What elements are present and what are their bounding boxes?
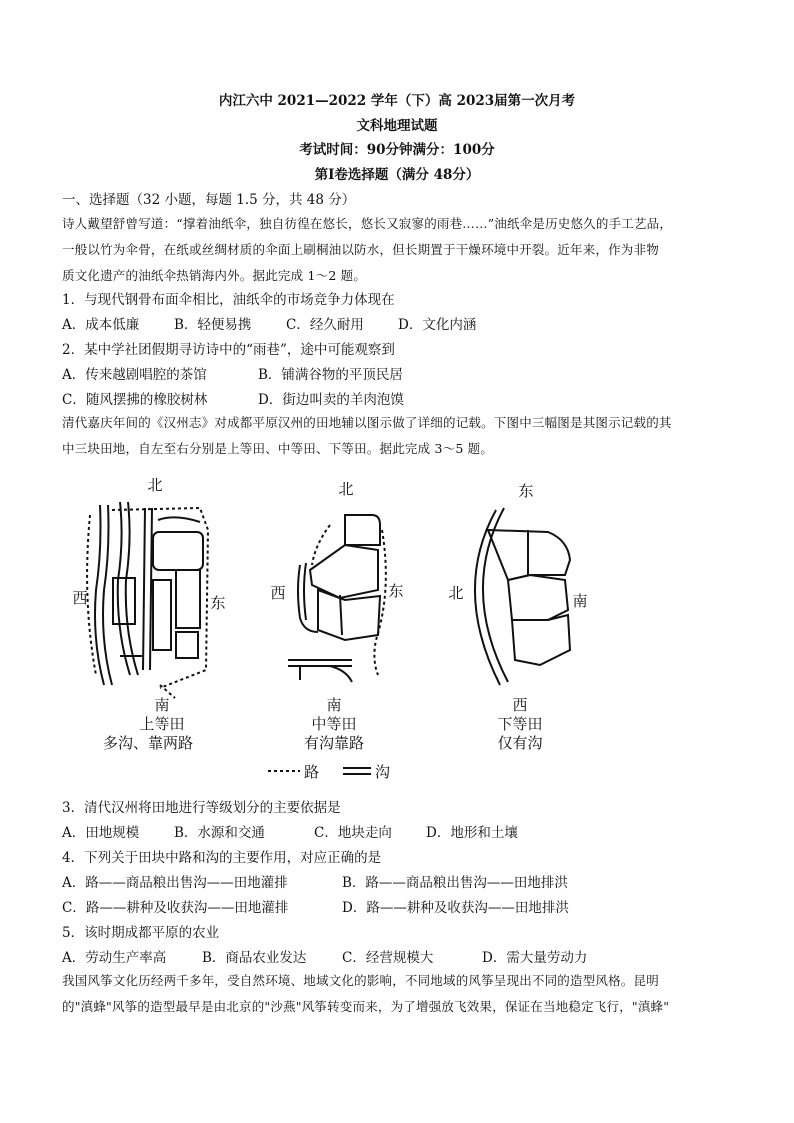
exam-time-score: 考试时间：90分钟满分：100分 [299,142,495,158]
question-4-option-c[interactable]: C．路——耕种及收获沟——田地灌排 [62,900,289,916]
passage-line: 质文化遗产的油纸伞热销海内外。据此完成 1～2 题。 [62,268,367,283]
map2-north-label: 北 [338,480,354,498]
question-3-option-d[interactable]: D．地形和土壤 [426,825,518,841]
map1-east-label: 东 [210,594,226,612]
question-2-option-a[interactable]: A．传来越剧唱腔的茶馆 [62,367,207,383]
map1-name: 上等田 [139,715,185,733]
map2-south-label: 南 [326,696,342,714]
exam-title: 内江六中 2021—2022 学年（下）高 2023届第一次月考 [218,93,576,109]
question-type-intro: 一、选择题（32 小题，每题 1.5 分，共 48 分） [62,192,356,208]
passage-line: 诗人戴望舒曾写道：“撑着油纸伞，独自彷徨在悠长，悠长又寂寥的雨巷……”油纸伞是历史悠久的手工艺品， [62,216,673,231]
question-4-option-b[interactable]: B．路——商品粮出售沟——田地排洪 [342,875,568,891]
question-5-option-b[interactable]: B．商品农业发达 [202,950,307,966]
question-5-stem: 5．该时期成都平原的农业 [62,925,220,941]
question-1-option-b[interactable]: B．轻便易携 [174,317,252,333]
lower-field-map [475,508,570,685]
question-5-option-d[interactable]: D．需大量劳动力 [482,950,588,966]
road-legend-label: 路 [304,763,320,781]
passage-line: 我国风筝文化历经两千多年，受自然环境、地域文化的影响，不同地域的风筝呈现出不同的造型风格。昆明 [62,973,659,988]
map3-top-label: 东 [518,482,534,500]
map2-name: 中等田 [311,715,357,733]
question-3-option-a[interactable]: A．田地规模 [62,825,140,841]
map3-bottom-label: 西 [512,696,528,714]
question-1-option-c[interactable]: C．经久耐用 [286,317,364,333]
map2-west-label: 西 [270,584,286,602]
map1-north-label: 北 [147,476,163,494]
section-heading: 第Ⅰ卷选择题（满分 48分） [314,167,480,183]
map1-west-label: 西 [72,589,88,607]
question-5-option-c[interactable]: C．经营规模大 [342,950,434,966]
question-1-option-d[interactable]: D．文化内涵 [398,317,477,333]
passage-line: 清代嘉庆年间的《汉州志》对成都平原汉州的田地辅以图示做了详细的记载。下图中三幅图是其图示记载的其 [62,415,672,430]
middle-field-map [288,515,386,682]
question-2-option-d[interactable]: D．街边叫卖的羊肉泡馍 [258,392,404,408]
passage-kites [62,968,730,1020]
upper-field-map [87,502,208,698]
question-3-stem: 3．清代汉州将田地进行等级划分的主要依据是 [62,800,341,816]
question-1-stem: 1．与现代钢骨布面伞相比，油纸伞的市场竞争力体现在 [62,292,395,308]
map2-east-label: 东 [388,582,404,600]
question-1-option-a[interactable]: A．成本低廉 [62,317,140,333]
question-5-option-a[interactable]: A．劳动生产率高 [62,950,167,966]
passage-line: 一般以竹为伞骨，在纸或丝绸材质的伞面上刷桐油以防水，但长期置于干燥环境中开裂。近年来，作为非物 [62,242,659,257]
question-2-stem: 2．某中学社团假期寻访诗中的“雨巷”，途中可能观察到 [62,342,395,358]
exam-subject: 文科地理试题 [356,118,438,134]
passage-oil-paper-umbrella [62,211,730,289]
map3-left-label: 北 [448,584,464,602]
map1-south-label: 南 [154,696,170,714]
map2-description: 有沟靠路 [303,734,365,752]
map3-right-label: 南 [572,592,588,610]
question-4-option-d[interactable]: D．路——耕种及收获沟——田地排洪 [342,900,569,916]
question-2-option-b[interactable]: B．铺满谷物的平顶民居 [258,367,403,383]
question-2-option-c[interactable]: C．随风摆拂的橡胶树林 [62,392,208,408]
question-3-option-b[interactable]: B．水源和交通 [174,825,265,841]
ditch-legend-label: 沟 [375,763,391,781]
map3-name: 下等田 [497,715,543,733]
map1-description: 多沟、靠两路 [102,734,194,752]
map3-description: 仅有沟 [497,734,543,752]
passage-line: 的"滇蜂"风筝的造型最早是由北京的"沙燕"风筝转变而来，为了增强放飞效果，保证在当地稳定飞行，"滇蜂" [62,999,670,1014]
question-3-option-c[interactable]: C．地块走向 [314,825,392,841]
question-4-option-a[interactable]: A．路——商品粮出售沟——田地灌排 [62,875,288,891]
question-4-stem: 4．下列关于田块中路和沟的主要作用，对应正确的是 [62,850,382,866]
passage-line: 中三块田地，自左至右分别是上等田、中等田、下等田。据此完成 3～5 题。 [62,441,494,456]
field-maps-figure [0,470,794,790]
passage-hanzhou-fields [62,410,730,462]
figure-legend [268,763,390,781]
